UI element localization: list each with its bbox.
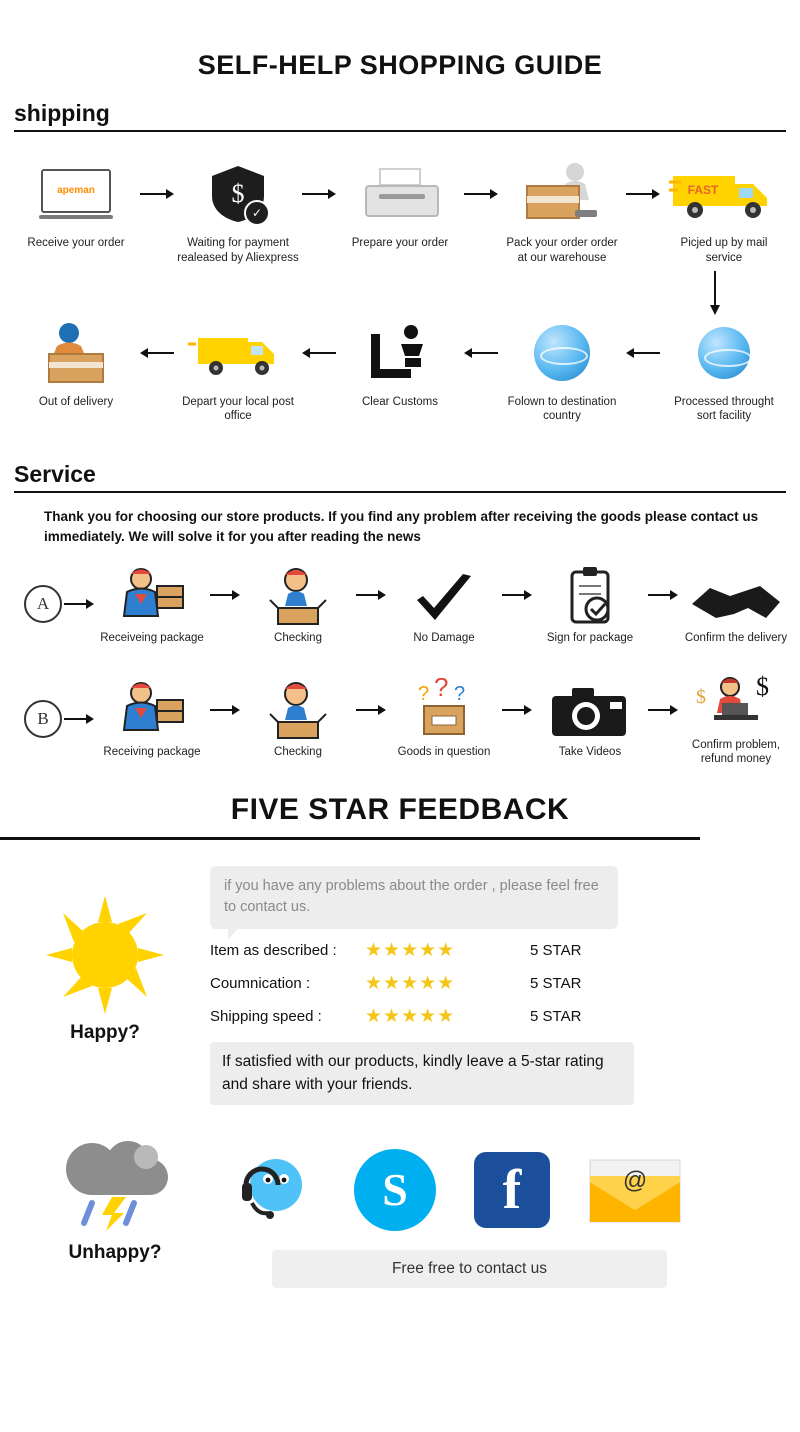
clipboard-sign-icon (534, 564, 646, 626)
shipping-step (15, 158, 137, 250)
service-step-label: No Damage (413, 631, 475, 644)
divider-feedback (0, 837, 700, 840)
shipping-step-label: Folown to destination country (507, 396, 617, 423)
happy-label: Happy? (70, 1021, 140, 1043)
social-icons (230, 1131, 682, 1234)
arrow-left-icon (137, 317, 177, 389)
laptop-icon (15, 158, 137, 230)
service-step-label: Sign for package (546, 631, 634, 644)
rating-value: 5 STAR (530, 975, 582, 993)
service-step (680, 564, 792, 645)
service-flow-row-b (0, 671, 800, 767)
yellow-van-icon (177, 317, 299, 389)
rating-value: 5 STAR (530, 1008, 582, 1026)
rain-cloud-icon (50, 1131, 180, 1236)
arrow-right-icon (208, 589, 242, 619)
svg-text:$: $ (696, 685, 706, 708)
facebook-letter: f (502, 1158, 522, 1221)
service-flow-row-a (0, 564, 800, 645)
customs-icon (339, 317, 461, 389)
shipping-step-label: Processed throught sort facility (674, 396, 774, 423)
rating-stars: ★★★★★ (365, 1006, 456, 1028)
shipping-step-label: Depart your local post office (182, 396, 294, 423)
arrow-right-icon (208, 704, 242, 734)
open-box-person-icon (242, 564, 354, 626)
rating-label: Shipping speed : (210, 1008, 322, 1026)
shipping-step (501, 317, 623, 424)
arrow-right-icon (354, 589, 388, 619)
refund-money-icon (680, 671, 792, 733)
packing-worker-icon (501, 158, 623, 230)
service-step-label: Confirm problem, refund money (691, 738, 781, 766)
question-box-icon (388, 678, 500, 740)
courier-package-icon (96, 678, 208, 740)
contact-bubble: if you have any problems about the order , please feel free to contact us. (210, 866, 618, 930)
unhappy-block (0, 1131, 800, 1288)
courier-package-icon (96, 564, 208, 626)
shipping-flow-row-1 (0, 158, 800, 265)
shipping-step-label: Pack your order order at our warehouse (506, 237, 618, 264)
skype-icon[interactable] (354, 1149, 436, 1231)
shipping-step (339, 158, 461, 250)
feedback-right (210, 862, 634, 1105)
rating-row (210, 939, 634, 962)
sun-icon (46, 896, 164, 1014)
service-step-label: Receiveing package (100, 631, 204, 644)
service-step (96, 564, 208, 645)
arrow-right-icon (461, 158, 501, 230)
rating-row (210, 1005, 634, 1028)
contact-bar[interactable]: Free free to contact us (272, 1250, 667, 1288)
service-step-label: Checking (274, 746, 322, 759)
social-column (230, 1131, 682, 1288)
section-heading-shipping: shipping (14, 100, 110, 126)
unhappy-label: Unhappy? (68, 1242, 162, 1264)
arrow-right-icon (500, 589, 534, 619)
shipping-step (501, 158, 623, 265)
service-step (96, 678, 208, 759)
package-delivered-icon (15, 317, 137, 389)
page-title: SELF-HELP SHOPPING GUIDE (197, 50, 603, 80)
service-step (680, 671, 792, 767)
email-icon[interactable] (588, 1156, 682, 1224)
svg-text:@: @ (622, 1166, 648, 1194)
service-step (388, 678, 500, 759)
rating-label: Coumnication : (210, 975, 311, 993)
shipping-step (663, 158, 785, 265)
shipping-step-label: Prepare your order (351, 237, 449, 250)
arrow-right-icon (62, 598, 96, 610)
delivery-truck-fast-icon (663, 158, 785, 230)
feedback-heading: FIVE STAR FEEDBACK (230, 792, 570, 826)
arrow-left-icon (461, 317, 501, 389)
payment-shield-icon (177, 158, 299, 230)
rating-stars: ★★★★★ (365, 973, 456, 995)
arrow-down-wrap (0, 271, 800, 315)
divider-service (14, 491, 786, 493)
row-marker-b: B (24, 700, 62, 738)
shipping-step-label: Clear Customs (361, 396, 439, 409)
arrow-right-icon (646, 704, 680, 734)
service-step (242, 678, 354, 759)
arrow-right-icon (299, 158, 339, 230)
arrow-down-icon (708, 271, 722, 315)
rating-stars: ★★★★★ (365, 940, 456, 962)
service-step (534, 678, 646, 759)
svg-text:$: $ (231, 179, 245, 209)
row-marker-a: A (24, 585, 62, 623)
service-step-label: Goods in question (397, 746, 491, 759)
satisfied-note: If satisfied with our products, kindly leave a 5-star rating and share with your friends. (210, 1042, 634, 1105)
rating-label: Item as described : (210, 942, 337, 960)
service-step-label: Checking (274, 631, 322, 644)
divider-shipping (14, 130, 786, 132)
arrow-right-icon (646, 589, 680, 619)
arrow-right-icon (354, 704, 388, 734)
shipping-step (339, 317, 461, 409)
shipping-step (177, 317, 299, 424)
facebook-icon[interactable] (474, 1152, 550, 1228)
unhappy-column (0, 1131, 230, 1288)
live-support-icon[interactable] (230, 1145, 316, 1234)
shipping-step (15, 317, 137, 409)
service-step-label: Take Videos (558, 746, 622, 759)
svg-text:?: ? (418, 683, 430, 706)
section-heading-service: Service (14, 460, 96, 487)
arrow-left-icon (299, 317, 339, 389)
globe-plane-icon (501, 317, 623, 389)
check-badge-icon: ✓ (244, 200, 270, 226)
feedback-block (0, 862, 800, 1105)
svg-text:?: ? (454, 683, 466, 706)
shipping-step-label: Waiting for payment realeased by Aliexpress (177, 237, 299, 264)
service-step (388, 564, 500, 645)
happy-column (0, 862, 210, 1105)
handshake-icon (680, 564, 792, 626)
shipping-step (663, 317, 785, 424)
arrow-left-icon (623, 317, 663, 389)
shipping-step-label: Receive your order (27, 237, 125, 250)
rating-value: 5 STAR (530, 942, 582, 960)
service-note: Thank you for choosing our store products. If you find any problem after receiving the goods please contact us immediately. We will solve it for you after reading the news (44, 509, 759, 545)
shipping-step-label: Picjed up by mail service (680, 237, 768, 264)
skype-letter: S (382, 1164, 408, 1216)
printer-icon (339, 158, 461, 230)
rating-row (210, 972, 634, 995)
service-step-label: Receiving package (103, 746, 201, 759)
arrow-right-icon (623, 158, 663, 230)
arrow-right-icon (137, 158, 177, 230)
shipping-flow-row-2 (0, 317, 800, 424)
shipping-step-label: Out of delivery (38, 396, 114, 409)
service-step (242, 564, 354, 645)
svg-text:$: $ (756, 672, 769, 701)
brand-label: apeman (57, 185, 95, 197)
svg-text:?: ? (434, 678, 449, 703)
truck-brand-text: FAST (687, 183, 719, 198)
open-box-person-icon (242, 678, 354, 740)
arrow-right-icon (62, 713, 96, 725)
sort-facility-globe-icon (663, 317, 785, 389)
checkmark-icon (388, 564, 500, 626)
shipping-step (177, 158, 299, 265)
service-step (534, 564, 646, 645)
arrow-right-icon (500, 704, 534, 734)
camera-icon (534, 678, 646, 740)
service-step-label: Confirm the delivery (684, 631, 788, 644)
